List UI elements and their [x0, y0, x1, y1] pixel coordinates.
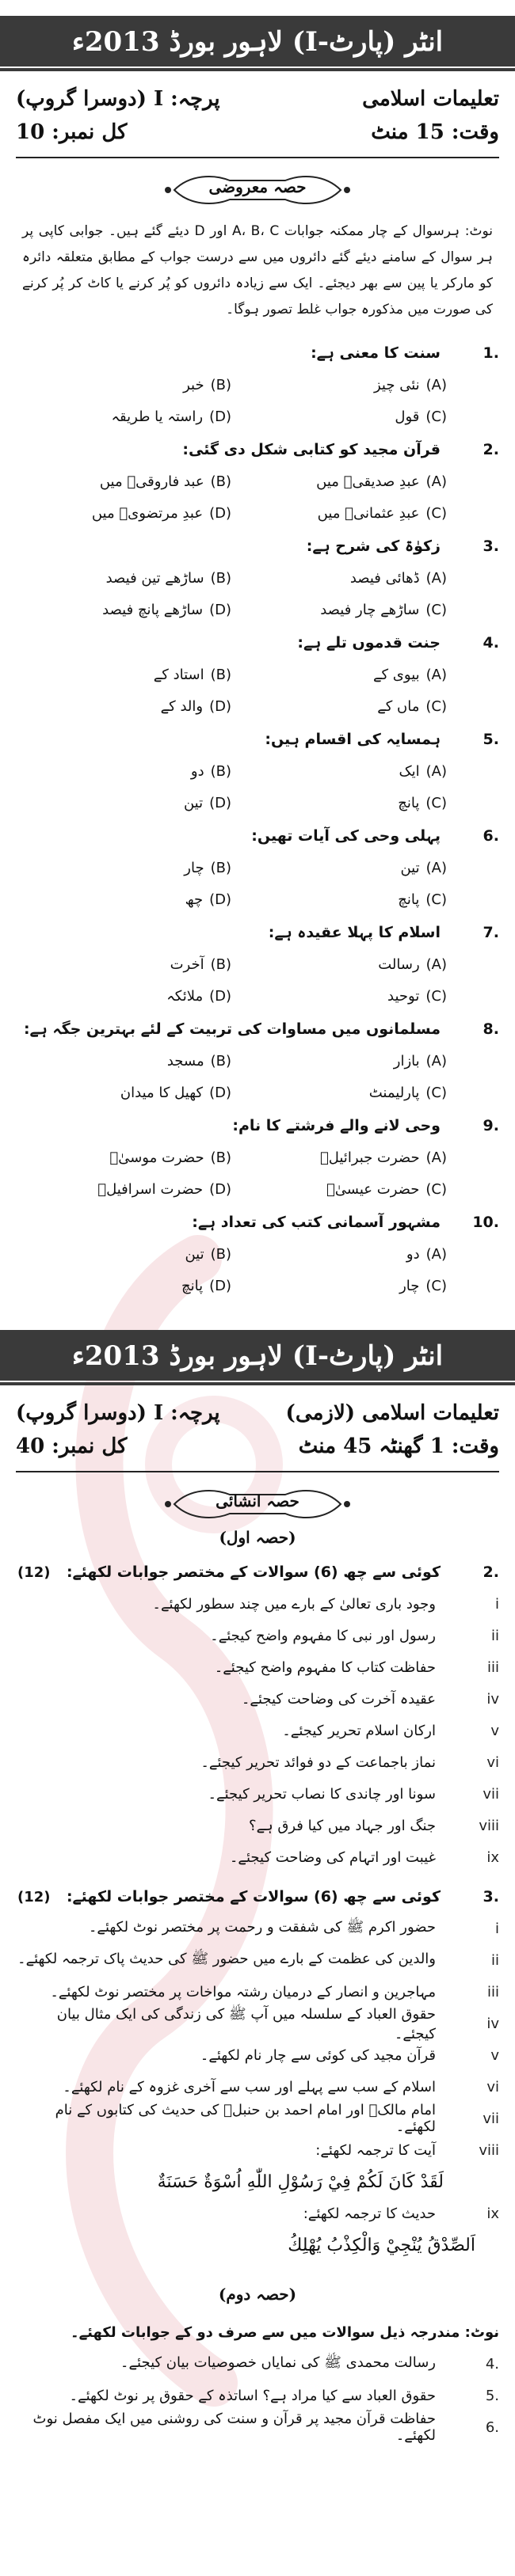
mcq-10 [16, 1206, 499, 1301]
list-item: 4. رسالت محمدی ﷺ کی نمایاں خصوصیات بیان کیجئے۔ [120, 2354, 499, 2373]
subject-name: تعلیمات اسلامی (لازمی) [285, 1401, 499, 1425]
list-item: 6. حفاظت قرآن مجید پر قرآن و سنت کی روشنی میں ایک مفصل نوٹ لکھئے۔ [32, 2411, 499, 2444]
list-item: iii مہاجرین و انصار کے درمیان رشتہ مواخات پر مختصر نوٹ لکھئے۔ [50, 1983, 499, 2000]
question-text: زکوٰۃ کی شرح ہے: [306, 538, 441, 555]
option-b: (B) دو [190, 762, 231, 780]
question-number: 6. [483, 827, 499, 845]
instruction-note: نوٹ: ہرسوال کے چار ممکنہ جوابات A، B، C اور D دیئے گئے ہیں۔ جوابی کاپی پر ہر سوال کے سامنے دیئے گئے دائروں میں سے درست جواب کے مطابق متعلقہ دائرہ کو مارکر یا پین سے بھر دیجئے۔ ایک سے زیادہ دائروں کو پُر کرنے یا کاٹ کر پُر کرنے کی صورت میں مذکورہ جواب غلط تصور ہوگا۔ [22, 223, 493, 317]
section-ornament [158, 1484, 357, 1525]
option-a: (A) تین [400, 859, 447, 876]
question-text: قرآن مجید کو کتابی شکل دی گئی: [182, 441, 441, 458]
list-item: ii والدین کی عظمت کے بارے میں حضور ﷺ کی حدیث پاک ترجمہ لکھئے۔ [17, 1951, 499, 1969]
list-item: vi نماز باجماعت کے دو فوائد تحریر کیجئے۔ [200, 1753, 499, 1771]
option-c: (C) حضرت عیسیٰؑ [326, 1180, 447, 1198]
option-d: (D) ملائکہ [166, 987, 231, 1005]
question-title: کوئی سے چھ (6) سوالات کے مختصر جوابات لکھئے: [66, 1563, 441, 1581]
list-item: iii حفاظت کتاب کا مفہوم واضح کیجئے۔ [214, 1658, 499, 1676]
q3-parts [16, 1913, 499, 2261]
question-text: پہلی وحی کی آیات تھیں: [251, 827, 441, 845]
option-d: (D) پانچ [181, 1277, 231, 1294]
option-d: (D) عبدِ مرتضویؓ میں [91, 504, 231, 522]
option-b: (B) آخرت [170, 956, 231, 973]
ayah-text: لَقَدْ كَانَ لَكُمْ فِيْ رَسُوْلِ اللّٰهِ اُسْوَةٌ حَسَنَةٌ [157, 2171, 444, 2192]
mcq-8 [16, 1013, 499, 1108]
question-marks: (12) [17, 1564, 51, 1581]
question-text: سنت کا معنی ہے: [311, 344, 441, 362]
time-allowed: وقت: 15 منٹ [371, 120, 499, 144]
paper-group: پرچہ: I (دوسرا گروپ) [16, 87, 220, 111]
section-title: حصہ انشائی [216, 1491, 299, 1510]
list-item: iv حقوق العباد کے سلسلہ میں آپ ﷺ کی زندگی کی ایک مثال بیان کیجئے۔ [56, 2005, 499, 2042]
banner-subjective [0, 1330, 515, 1381]
question-3 [16, 1881, 499, 1913]
q2-parts [16, 1588, 499, 1873]
question-number: 2. [483, 1563, 499, 1581]
question-number: 7. [483, 924, 499, 941]
total-marks: کل نمبر: 10 [16, 120, 128, 144]
list-item: v قرآن مجید کی کوئی سے چار نام لکھئے۔ [200, 2046, 499, 2064]
question-number: 4. [483, 634, 499, 652]
part-two [16, 2316, 499, 2443]
question-number: 3. [483, 538, 499, 555]
option-b: (B) عبد فاروقیؓ میں [99, 473, 231, 490]
banner-title: انٹر (پارٹ-I) لاہور بورڈ 2013ء [71, 25, 444, 58]
section-title: حصہ معروضی [208, 177, 307, 196]
part-one-heading: (حصہ اول) [219, 1528, 296, 1547]
list-item: i حضور اکرم ﷺ کی شفقت و رحمت پر مختصر نوٹ لکھئے۔ [88, 1919, 499, 1937]
option-c: (C) قول [395, 408, 447, 425]
option-a: (A) رسالت [378, 956, 447, 973]
option-a: (A) بیوی کے [372, 666, 447, 683]
question-text: مسلمانوں میں مساوات کی تربیت کے لئے بہترین جگہ ہے: [23, 1020, 441, 1038]
question-number: 3. [483, 1888, 499, 1905]
question-number: 2. [483, 441, 499, 458]
option-a: (A) ایک [399, 762, 447, 780]
option-c: (C) پانچ [398, 794, 447, 811]
mcq-6 [16, 820, 499, 915]
question-number: 8. [483, 1020, 499, 1038]
objective-header [16, 82, 499, 149]
divider [16, 1471, 499, 1472]
option-d: (D) راستہ یا طریقہ [111, 408, 231, 425]
option-b: (B) مسجد [166, 1052, 231, 1070]
question-number: 10. [472, 1214, 499, 1231]
mcq-7 [16, 917, 499, 1012]
question-text: ہمسایہ کی اقسام ہیں: [265, 731, 441, 748]
subjective-header [16, 1396, 499, 1463]
question-text: اسلام کا پہلا عقیدہ ہے: [268, 924, 441, 941]
divider [16, 157, 499, 158]
option-d: (D) والد کے [160, 697, 231, 715]
option-b: (B) خبر [183, 376, 231, 393]
option-b: (B) تین [185, 1245, 231, 1263]
section-ornament [158, 169, 357, 211]
question-text: وحی لانے والے فرشتے کا نام: [232, 1117, 441, 1134]
paper-group: پرچہ: I (دوسرا گروپ) [16, 1401, 220, 1425]
banner-objective [0, 16, 515, 66]
option-b: (B) ساڑھے تین فیصد [105, 569, 231, 587]
option-a: (A) نئی چیز [373, 376, 447, 393]
option-d: (D) حضرت اسرافیلؑ [97, 1180, 231, 1198]
option-c: (C) ماں کے [377, 697, 447, 715]
option-b: (B) چار [184, 859, 231, 876]
mcq-4 [16, 627, 499, 722]
mcq-3 [16, 530, 499, 625]
option-c: (C) چار [399, 1277, 447, 1294]
option-c: (C) پانچ [398, 891, 447, 908]
question-marks: (12) [17, 1889, 51, 1905]
option-d: (D) کھیل کا میدان [120, 1084, 231, 1101]
option-a: (A) ڈھائی فیصد [349, 569, 447, 587]
option-d: (D) تین [183, 794, 231, 811]
list-item: ix حدیث کا ترجمہ لکھئے: [303, 2205, 499, 2222]
question-number: 5. [483, 731, 499, 748]
option-b: (B) استاد کے [153, 666, 231, 683]
option-d: (D) چھ [185, 891, 231, 908]
list-item: iv عقیدہ آخرت کی وضاحت کیجئے۔ [241, 1690, 499, 1708]
question-text: جنت قدموں تلے ہے: [297, 634, 441, 652]
part-two-note: نوٹ: مندرجہ ذیل سوالات میں سے صرف دو کے جوابات لکھئے۔ [71, 2323, 499, 2341]
mcq-5 [16, 724, 499, 819]
list-item: ix غیبت اور اتہام کی وضاحت کیجئے۔ [229, 1848, 499, 1866]
question-2 [16, 1556, 499, 1588]
banner-title: انٹر (پارٹ-I) لاہور بورڈ 2013ء [71, 1339, 444, 1372]
total-marks: کل نمبر: 40 [16, 1434, 128, 1458]
list-item: vii امام مالکؒ اور امام احمد بن حنبلؒ کی حدیث کی کتابوں کے نام لکھئے۔ [55, 2102, 499, 2135]
option-a: (A) حضرت جبرائیلؑ [319, 1149, 447, 1166]
question-title: کوئی سے چھ (6) سوالات کے مختصر جوابات لکھئے: [66, 1888, 441, 1905]
list-item: ii رسول اور نبی کا مفہوم واضح کیجئے۔ [210, 1627, 499, 1644]
mcq-2 [16, 434, 499, 529]
mcq-1 [16, 337, 499, 432]
list-item: v ارکان اسلام تحریر کیجئے۔ [282, 1722, 499, 1739]
mcq-9 [16, 1110, 499, 1205]
time-allowed: وقت: 1 گھنٹہ 45 منٹ [298, 1434, 499, 1458]
question-number: 1. [483, 344, 499, 362]
option-c: (C) پارلیمنٹ [368, 1084, 447, 1101]
option-b: (B) حضرت موسیٰؑ [109, 1149, 231, 1166]
option-c: (C) عبدِ عثمانیؓ میں [317, 504, 447, 522]
question-text: مشہور آسمانی کتب کی تعداد ہے: [192, 1214, 441, 1231]
option-c: (C) ساڑھے چار فیصد [320, 601, 447, 618]
list-item: i وجود باری تعالیٰ کے بارے میں چند سطور لکھئے۔ [152, 1595, 499, 1613]
list-item: viii آیت کا ترجمہ لکھئے: [315, 2141, 499, 2159]
part-two-heading: (حصہ دوم) [218, 2285, 297, 2304]
option-d: (D) ساڑھے پانچ فیصد [102, 601, 231, 618]
question-number: 9. [483, 1117, 499, 1134]
option-a: (A) بازار [393, 1052, 447, 1070]
list-item: viii جنگ اور جہاد میں کیا فرق ہے؟ [249, 1817, 499, 1834]
option-a: (A) دو [406, 1245, 447, 1263]
list-item: vi اسلام کے سب سے پہلے اور سب سے آخری غزوہ کے نام لکھئے۔ [63, 2078, 499, 2095]
hadith-text: اَلصِّدْقُ يُنْجِيْ وَالْكِذْبُ يُهْلِكُ [288, 2235, 475, 2255]
list-item: vii سونا اور چاندی کا نصاب تحریر کیجئے۔ [208, 1785, 499, 1803]
subject-name: تعلیمات اسلامی [362, 87, 499, 111]
list-item: 5. حقوق العباد سے کیا مراد ہے؟ اساتذہ کے حقوق پر نوٹ لکھئے۔ [69, 2387, 499, 2404]
option-c: (C) توحید [387, 987, 447, 1005]
option-a: (A) عبدِ صدیقیؓ میں [316, 473, 447, 490]
